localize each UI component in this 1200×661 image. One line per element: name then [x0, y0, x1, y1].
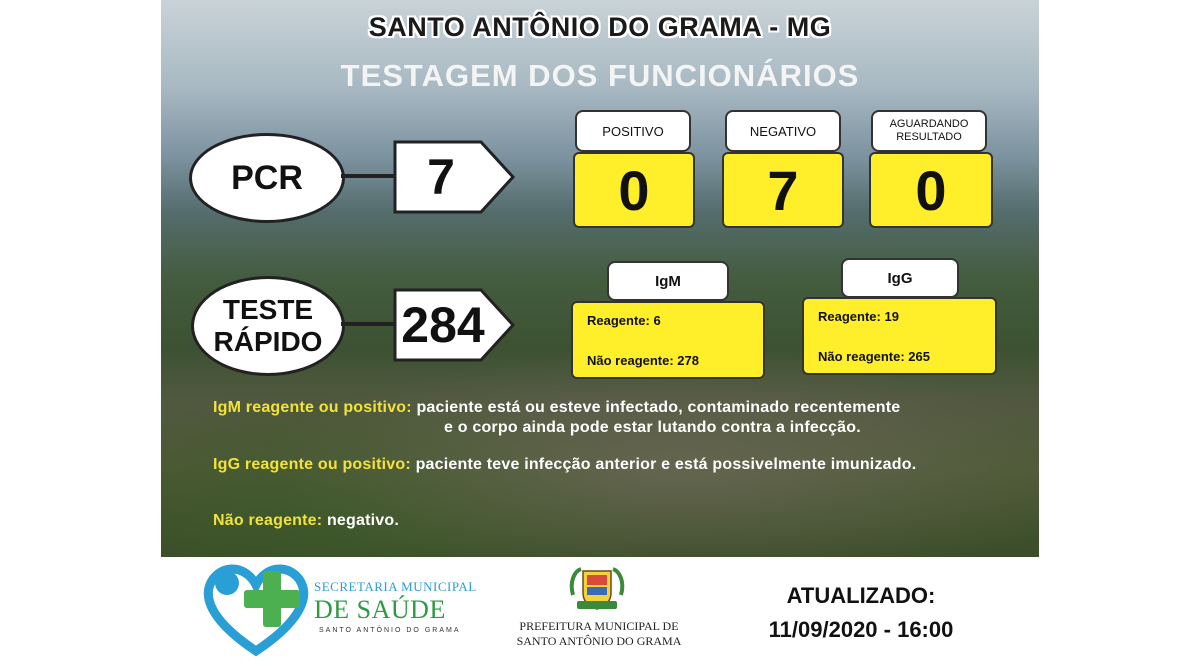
positivo-label: POSITIVO — [575, 110, 691, 152]
igg-non-reagent: Não reagente: 265 — [818, 349, 930, 364]
legend-igg — [213, 456, 916, 474]
legend-igm-key: IgM reagente ou positivo: — [213, 399, 412, 416]
rapid-connector — [341, 322, 395, 326]
secretaria-line2: DE SAÚDE — [314, 595, 446, 624]
secretaria-line1: SECRETARIA MUNICIPAL — [314, 579, 477, 594]
igm-results-box — [571, 301, 765, 379]
page-title: SANTO ANTÔNIO DO GRAMA - MG — [368, 12, 832, 42]
legend-igg-key: IgG reagente ou positivo: — [213, 456, 411, 473]
legend-igg-text: paciente teve infecção anterior e está possivelmente imunizado. — [415, 456, 917, 473]
igg-results-box — [802, 297, 997, 375]
health-heart-cross-logo-icon — [201, 561, 311, 657]
negativo-value: 7 — [722, 152, 844, 228]
pcr-oval — [189, 133, 345, 223]
updated-value: 11/09/2020 - 16:00 — [768, 617, 954, 642]
rapid-total: 284 — [401, 297, 485, 353]
positivo-value: 0 — [573, 152, 695, 228]
rapid-test-label-line2: RÁPIDO — [213, 326, 323, 357]
footer — [161, 557, 1039, 661]
aguardando-label: AGUARDANDO RESULTADO — [871, 110, 987, 152]
legend-igm — [213, 399, 900, 417]
pcr-connector — [341, 174, 395, 178]
igm-reagent: Reagente: 6 — [587, 313, 661, 328]
igm-non-reagent: Não reagente: 278 — [587, 353, 699, 368]
prefeitura-line1: PREFEITURA MUNICIPAL DE — [519, 619, 679, 633]
prefeitura-line2: SANTO ANTÔNIO DO GRAMA — [516, 634, 682, 648]
legend-non-key: Não reagente: — [213, 512, 323, 529]
pcr-total: 7 — [427, 149, 455, 205]
igm-label: IgM — [607, 261, 729, 301]
pcr-label: PCR — [231, 158, 303, 197]
legend-non-reagent — [213, 512, 399, 530]
updated-label: ATUALIZADO: — [786, 583, 936, 608]
rapid-test-label-line1: TESTE — [222, 294, 314, 325]
background-panel — [161, 0, 1039, 557]
legend-igm-line2: e o corpo ainda pode estar lutando contra a infecção. — [444, 419, 861, 436]
municipal-coat-of-arms-icon — [567, 565, 627, 613]
igg-reagent: Reagente: 19 — [818, 309, 899, 324]
rapid-test-oval — [191, 276, 345, 376]
legend-non-text: negativo. — [326, 512, 399, 529]
negativo-label: NEGATIVO — [725, 110, 841, 152]
legend-igm-text-1: paciente está ou esteve infectado, contaminado recentemente — [416, 399, 901, 416]
igg-label: IgG — [841, 258, 959, 298]
page-subtitle: TESTAGEM DOS FUNCIONÁRIOS — [340, 58, 860, 93]
aguardando-value: 0 — [869, 152, 993, 228]
secretaria-line3: SANTO ANTÔNIO DO GRAMA — [319, 627, 461, 634]
